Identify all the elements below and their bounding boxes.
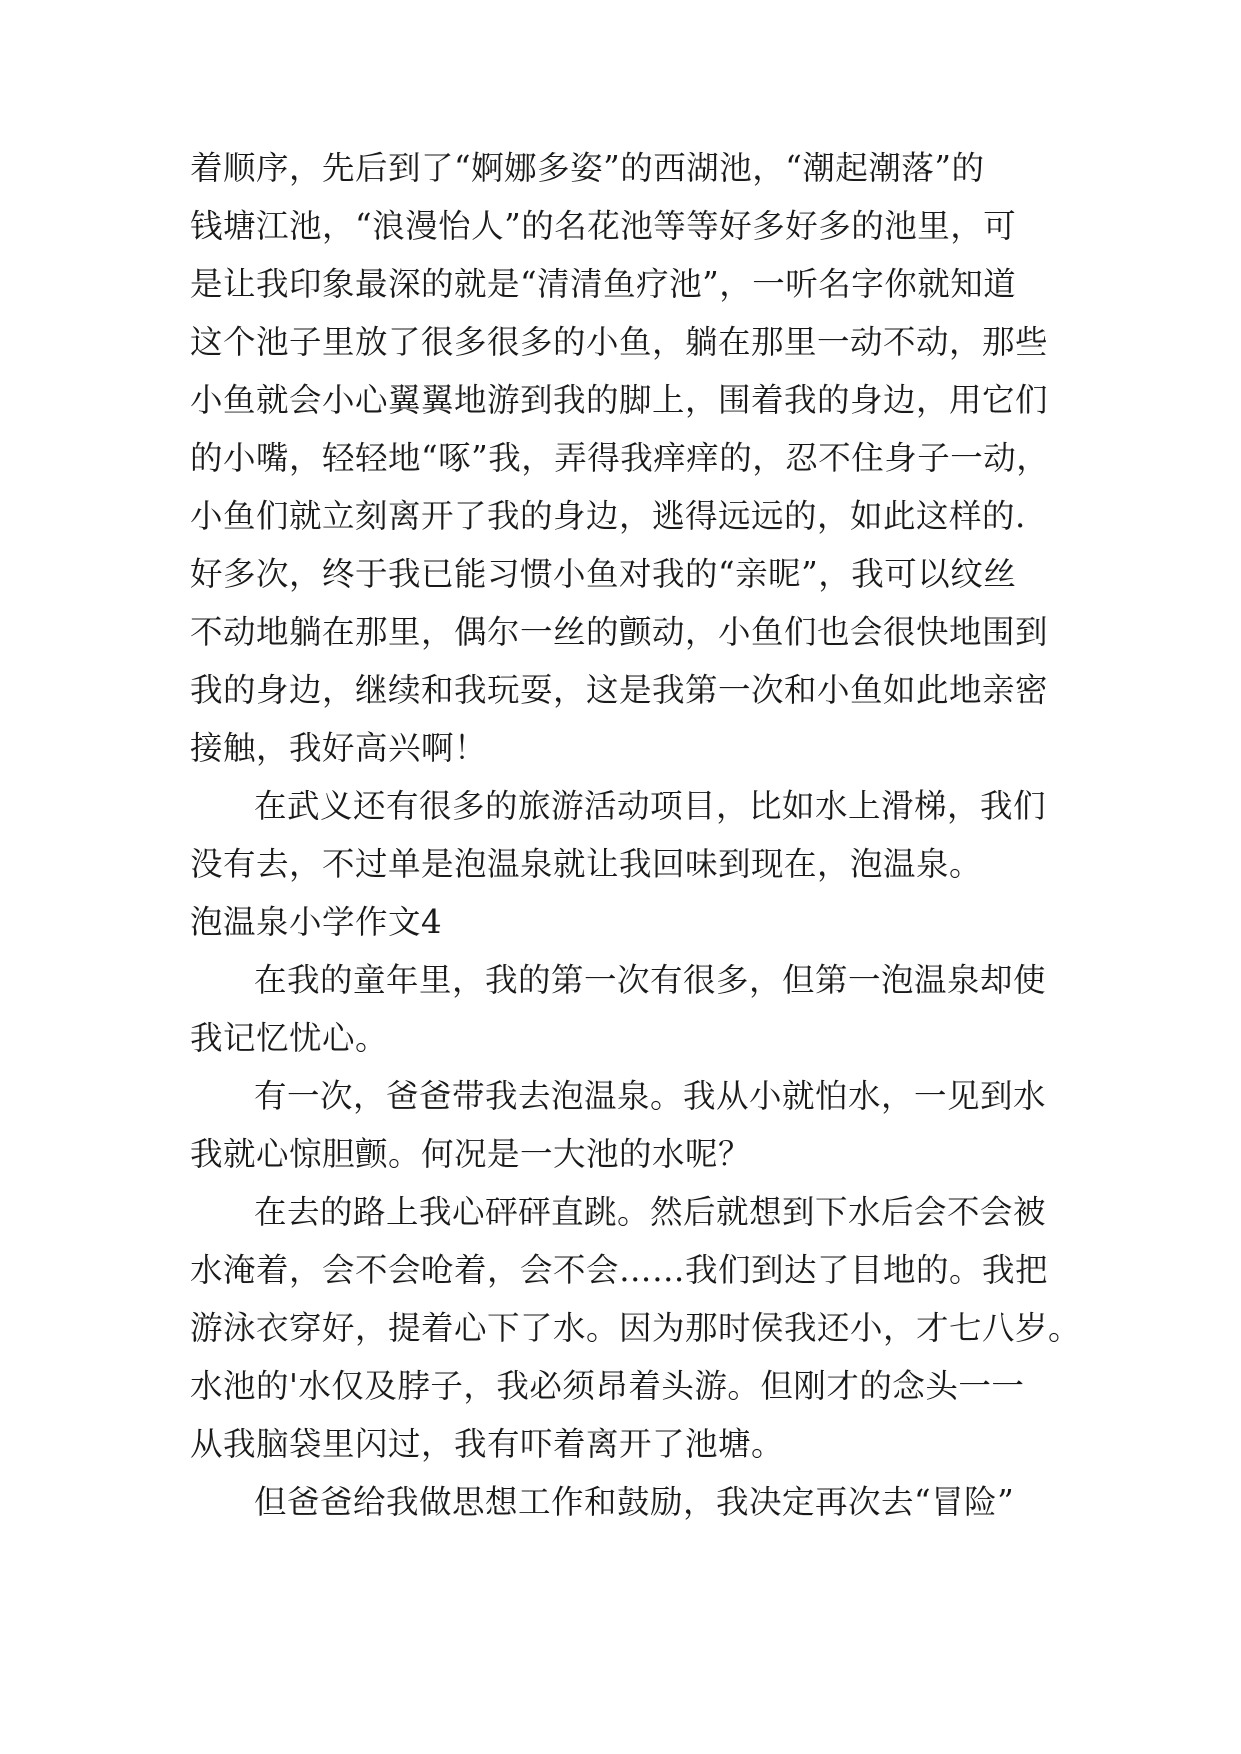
text-line-1: 着顺序，先后到了“婀娜多姿”的西湖池，“潮起潮落”的: [190, 149, 985, 187]
text-line-22: 水池的'水仅及脖子，我必须昂着头游。但刚才的念头一一: [190, 1367, 1025, 1405]
text-line-13: 没有去，不过单是泡温泉就让我回味到现在，泡温泉。: [190, 845, 983, 883]
text-line-3: 是让我印象最深的就是“清清鱼疗池”，一听名字你就知道: [190, 265, 1017, 303]
text-line-21: 游泳衣穿好，提着心下了水。因为那时侯我还小，才七八岁。: [190, 1309, 1082, 1347]
text-line-5: 小鱼就会小心翼翼地游到我的脚上，围着我的身边，用它们: [190, 381, 1049, 419]
text-line-24: 但爸爸给我做思想工作和鼓励，我决定再次去“冒险”: [254, 1483, 1015, 1521]
text-line-18: 我就心惊胆颤。何况是一大池的水呢？: [190, 1135, 752, 1173]
text-line-2: 钱塘江池，“浪漫怡人”的名花池等等好多好多的池里，可: [190, 207, 1017, 245]
text-line-7: 小鱼们就立刻离开了我的身边，逃得远远的，如此这样的.: [190, 497, 1026, 535]
text-line-20: 水淹着，会不会呛着，会不会……我们到达了目地的。我把: [190, 1251, 1049, 1289]
text-line-23: 从我脑袋里闪过，我有吓着离开了池塘。: [190, 1425, 785, 1463]
text-line-9: 不动地躺在那里，偶尔一丝的颤动，小鱼们也会很快地围到: [190, 613, 1049, 651]
text-line-10: 我的身边，继续和我玩耍，这是我第一次和小鱼如此地亲密: [190, 671, 1049, 709]
text-line-8: 好多次，终于我已能习惯小鱼对我的“亲昵”，我可以纹丝: [190, 555, 1017, 593]
text-line-17: 有一次，爸爸带我去泡温泉。我从小就怕水，一见到水: [254, 1077, 1047, 1115]
text-line-16: 我记忆忧心。: [190, 1019, 389, 1057]
text-line-6: 的小嘴，轻轻地“啄”我，弄得我痒痒的，忍不住身子一动，: [190, 439, 1050, 477]
text-line-19: 在去的路上我心砰砰直跳。然后就想到下水后会不会被: [254, 1193, 1047, 1231]
text-line-11: 接触，我好高兴啊！: [190, 729, 488, 767]
text-line-15: 在我的童年里，我的第一次有很多，但第一泡温泉却使: [254, 961, 1047, 999]
text-line-4: 这个池子里放了很多很多的小鱼，躺在那里一动不动，那些: [190, 323, 1049, 361]
section-heading: 泡温泉小学作文4: [190, 903, 443, 941]
text-line-12: 在武义还有很多的旅游活动项目，比如水上滑梯，我们: [254, 787, 1047, 825]
